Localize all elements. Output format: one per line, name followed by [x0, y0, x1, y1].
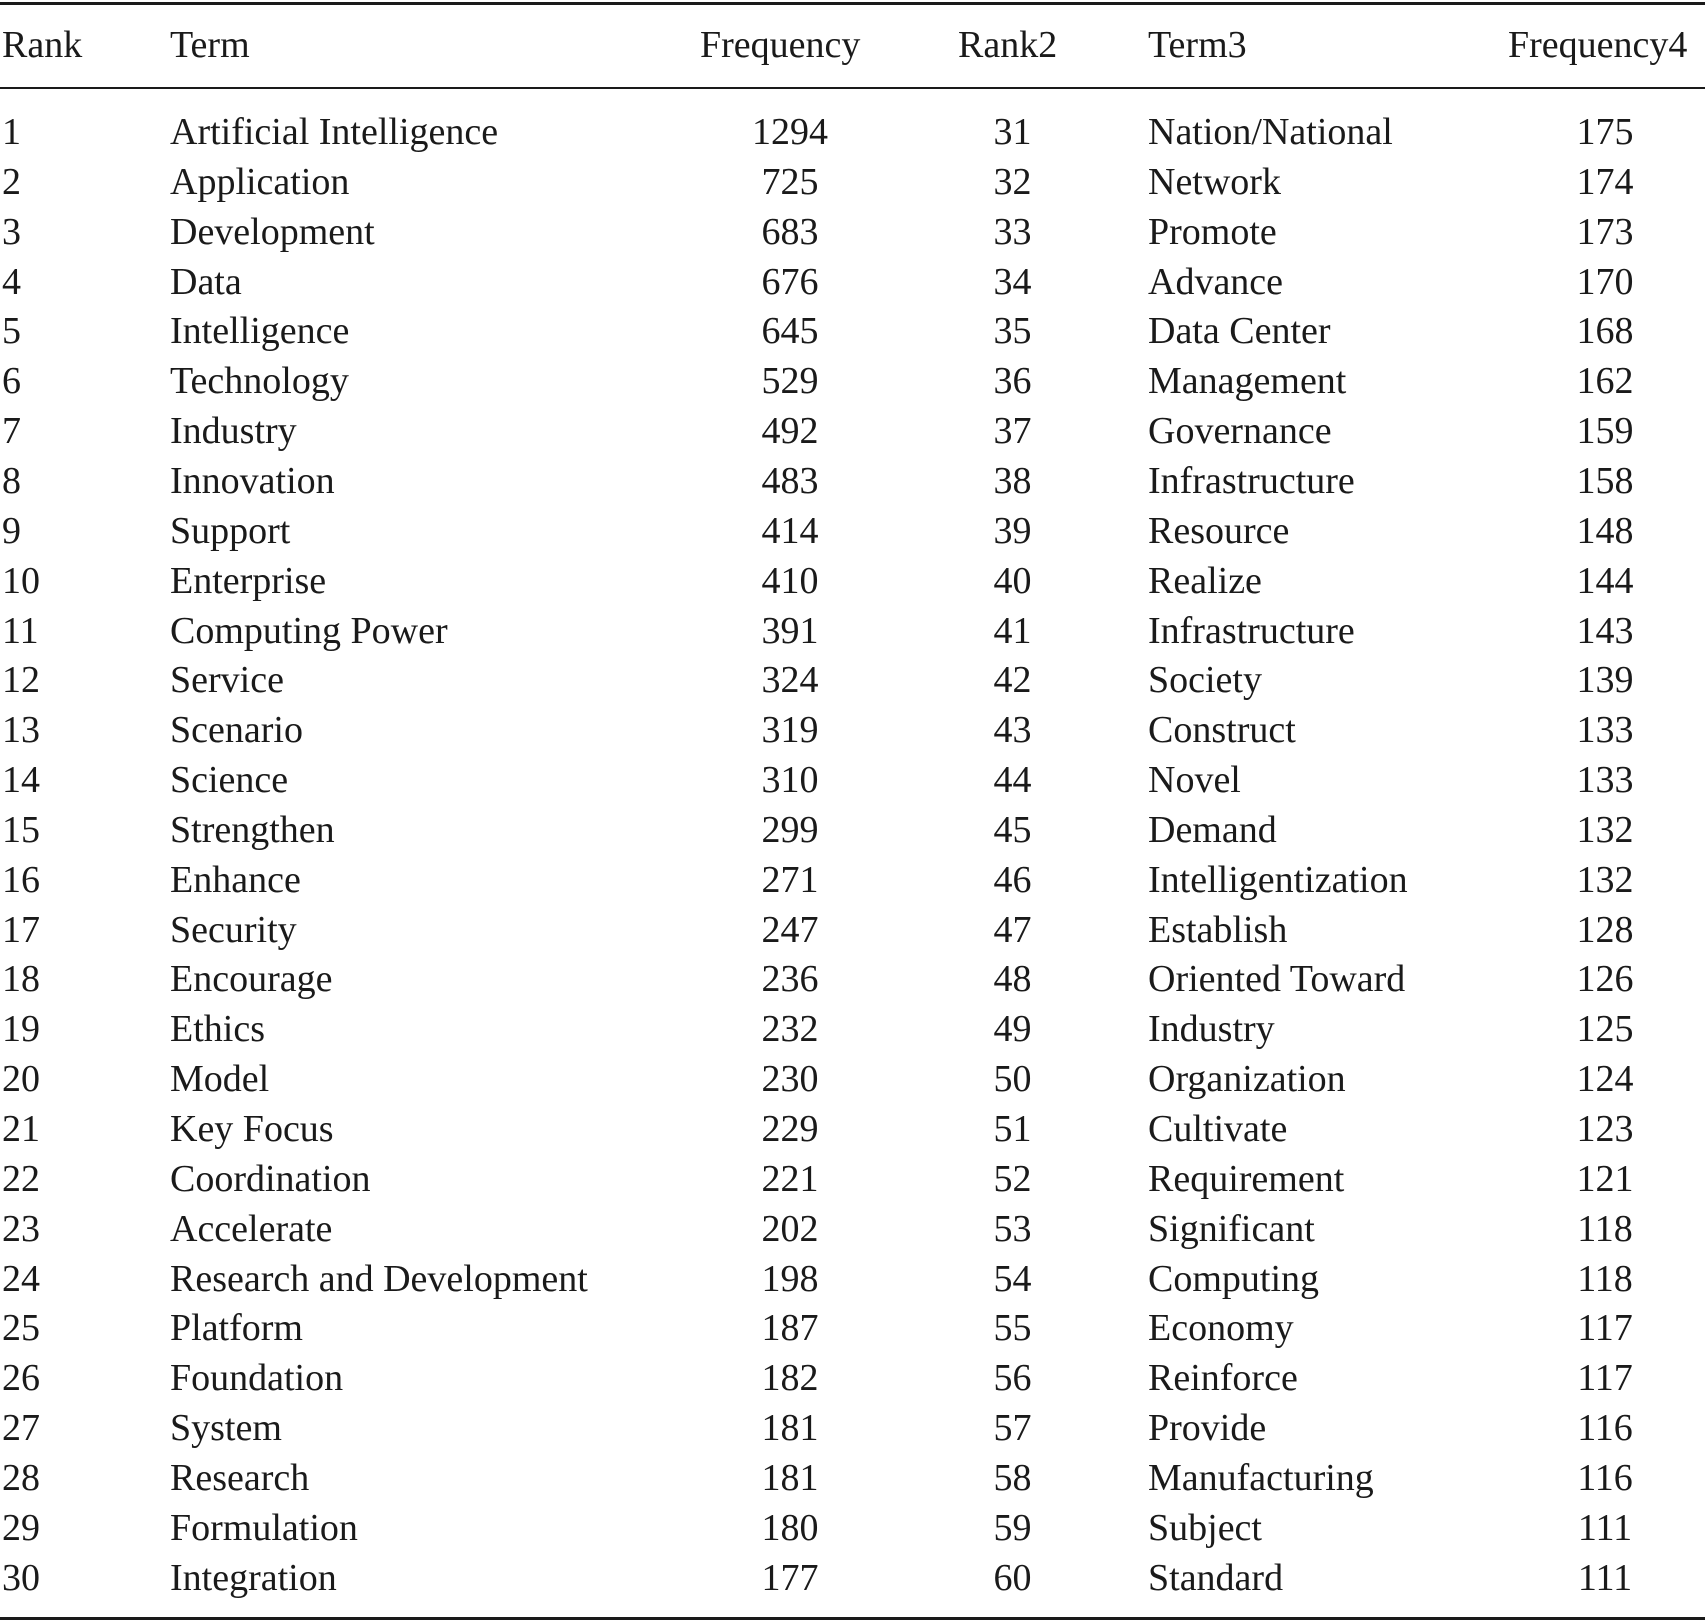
cell-frequency: 221	[761, 1157, 819, 1200]
cell-term3: Requirement	[1148, 1157, 1345, 1200]
cell-term3: Advance	[1148, 260, 1284, 303]
cell-frequency4: 111	[1577, 1556, 1633, 1599]
header-term3: Term3	[1148, 24, 1247, 66]
cell-rank: 24	[2, 1257, 40, 1300]
cell-term3: Computing	[1148, 1257, 1320, 1300]
cell-rank: 7	[2, 410, 21, 453]
cell-frequency4: 121	[1576, 1157, 1634, 1200]
cell-rank2: 39	[993, 509, 1032, 552]
cell-frequency4: 159	[1576, 410, 1634, 453]
cell-term3: Establish	[1148, 908, 1288, 951]
cell-term: Computing Power	[170, 609, 448, 652]
cell-frequency4: 133	[1576, 759, 1634, 802]
cell-rank2: 45	[993, 808, 1032, 851]
cell-term3: Demand	[1148, 808, 1277, 851]
table-row	[0, 705, 1705, 755]
cell-rank: 9	[2, 509, 21, 552]
cell-rank2: 53	[993, 1207, 1032, 1250]
cell-term: Coordination	[170, 1157, 371, 1200]
cell-term: Model	[170, 1058, 270, 1101]
cell-frequency: 271	[761, 858, 819, 901]
cell-rank: 30	[2, 1556, 40, 1599]
cell-rank: 5	[2, 310, 21, 353]
cell-frequency4: 132	[1576, 808, 1634, 851]
cell-term: Intelligence	[170, 310, 350, 353]
cell-frequency: 725	[761, 160, 819, 203]
cell-frequency4: 111	[1577, 1506, 1633, 1549]
header-frequency4: Frequency4	[1508, 24, 1688, 66]
cell-frequency4: 168	[1576, 310, 1634, 353]
cell-term3: Network	[1148, 160, 1281, 203]
cell-frequency4: 170	[1576, 260, 1634, 303]
cell-term: Development	[170, 210, 375, 253]
table-row	[0, 1204, 1705, 1254]
table-header-rule	[0, 87, 1705, 89]
cell-rank2: 50	[993, 1058, 1032, 1101]
cell-term: Science	[170, 759, 289, 802]
cell-term: Key Focus	[170, 1108, 334, 1150]
cell-rank2: 32	[993, 160, 1032, 203]
table-row	[0, 506, 1705, 556]
cell-rank: 10	[2, 559, 40, 602]
cell-term: Security	[170, 908, 297, 951]
cell-rank: 29	[2, 1506, 40, 1549]
cell-term3: Infrastructure	[1148, 609, 1355, 652]
cell-term3: Provide	[1148, 1407, 1267, 1450]
cell-frequency: 180	[761, 1506, 819, 1549]
cell-rank2: 37	[993, 410, 1032, 453]
cell-rank: 20	[2, 1058, 40, 1101]
cell-frequency4: 116	[1577, 1407, 1633, 1450]
cell-term3: Standard	[1148, 1556, 1284, 1599]
cell-frequency4: 128	[1576, 908, 1634, 951]
cell-rank2: 48	[993, 958, 1032, 1001]
cell-rank: 11	[2, 609, 39, 652]
cell-term3: Novel	[1148, 759, 1241, 802]
cell-term3: Subject	[1148, 1506, 1262, 1549]
cell-rank: 18	[2, 958, 40, 1001]
header-rank2: Rank2	[958, 24, 1058, 66]
header-rank: Rank	[2, 24, 83, 66]
cell-rank: 27	[2, 1407, 40, 1450]
cell-rank: 14	[2, 759, 40, 802]
table-row	[0, 356, 1705, 406]
cell-rank2: 60	[993, 1556, 1032, 1599]
cell-frequency: 410	[761, 559, 819, 602]
cell-term: Scenario	[170, 709, 303, 752]
cell-rank2: 55	[993, 1307, 1032, 1350]
cell-rank2: 57	[993, 1407, 1032, 1450]
cell-frequency: 229	[761, 1108, 819, 1150]
cell-rank: 12	[2, 659, 40, 702]
cell-frequency4: 158	[1576, 459, 1634, 502]
cell-term3: Nation/National	[1148, 111, 1393, 153]
cell-frequency: 492	[761, 410, 819, 453]
cell-frequency4: 175	[1576, 111, 1634, 153]
table-row	[0, 1104, 1705, 1154]
cell-term3: Reinforce	[1148, 1357, 1298, 1400]
cell-frequency: 676	[761, 260, 819, 303]
cell-frequency: 230	[761, 1058, 819, 1101]
cell-term: Technology	[170, 360, 349, 403]
cell-term3: Resource	[1148, 509, 1290, 552]
cell-term: Service	[170, 659, 284, 702]
table-row	[0, 456, 1705, 506]
table-row	[0, 257, 1705, 307]
table-row	[0, 107, 1705, 157]
cell-term: Foundation	[170, 1357, 344, 1400]
cell-rank2: 34	[993, 260, 1032, 303]
cell-term: Support	[170, 509, 291, 552]
cell-rank2: 56	[993, 1357, 1032, 1400]
cell-term: System	[170, 1407, 282, 1450]
cell-term: Enterprise	[170, 559, 327, 602]
cell-frequency: 177	[761, 1556, 819, 1599]
cell-frequency4: 133	[1576, 709, 1634, 752]
cell-term3: Realize	[1148, 559, 1262, 602]
cell-rank2: 52	[993, 1157, 1032, 1200]
table-row	[0, 306, 1705, 356]
cell-term: Enhance	[170, 858, 301, 901]
table-row	[0, 905, 1705, 955]
table-row	[0, 1004, 1705, 1054]
cell-frequency: 391	[761, 609, 819, 652]
cell-term: Data	[170, 260, 242, 303]
cell-rank2: 46	[993, 858, 1032, 901]
cell-rank2: 35	[993, 310, 1032, 353]
cell-rank2: 54	[993, 1257, 1032, 1300]
cell-frequency: 236	[761, 958, 819, 1001]
cell-term: Application	[170, 160, 350, 203]
cell-rank: 1	[2, 111, 21, 153]
cell-rank2: 51	[993, 1108, 1032, 1150]
cell-frequency: 247	[761, 908, 819, 951]
cell-frequency4: 174	[1576, 160, 1634, 203]
cell-rank2: 31	[993, 111, 1032, 153]
cell-term: Innovation	[170, 459, 335, 502]
table-header-row	[0, 20, 1705, 80]
cell-rank: 26	[2, 1357, 40, 1400]
table-row	[0, 157, 1705, 207]
cell-rank2: 41	[993, 609, 1032, 652]
cell-rank: 2	[2, 160, 21, 203]
cell-term3: Cultivate	[1148, 1108, 1288, 1150]
cell-term: Formulation	[170, 1506, 358, 1549]
cell-frequency: 324	[761, 659, 819, 702]
cell-rank: 17	[2, 908, 40, 951]
cell-frequency4: 144	[1576, 559, 1634, 602]
cell-frequency4: 117	[1577, 1307, 1633, 1350]
cell-rank: 23	[2, 1207, 40, 1250]
cell-rank: 4	[2, 260, 21, 303]
cell-frequency: 187	[761, 1307, 819, 1350]
table-row	[0, 556, 1705, 606]
cell-rank2: 38	[993, 459, 1032, 502]
table-row	[0, 1503, 1705, 1553]
cell-rank2: 59	[993, 1506, 1032, 1549]
table-row	[0, 1403, 1705, 1453]
cell-rank: 13	[2, 709, 40, 752]
cell-term3: Management	[1148, 360, 1347, 403]
cell-rank: 22	[2, 1157, 40, 1200]
cell-frequency4: 125	[1576, 1008, 1634, 1051]
cell-term: Artificial Intelligence	[170, 111, 499, 153]
cell-rank: 16	[2, 858, 40, 901]
cell-rank2: 43	[993, 709, 1032, 752]
table-row	[0, 1254, 1705, 1304]
cell-rank2: 42	[993, 659, 1032, 702]
cell-term3: Society	[1148, 659, 1262, 702]
cell-term: Integration	[170, 1556, 337, 1599]
cell-frequency: 198	[761, 1257, 819, 1300]
cell-rank2: 33	[993, 210, 1032, 253]
cell-term3: Intelligentization	[1148, 858, 1408, 901]
cell-rank: 8	[2, 459, 21, 502]
cell-frequency4: 162	[1576, 360, 1634, 403]
cell-term3: Manufacturing	[1148, 1456, 1374, 1499]
cell-rank2: 36	[993, 360, 1032, 403]
cell-term: Research and Development	[170, 1257, 588, 1300]
cell-rank: 3	[2, 210, 21, 253]
cell-frequency: 414	[761, 509, 819, 552]
cell-term3: Oriented Toward	[1148, 958, 1406, 1001]
table-row	[0, 805, 1705, 855]
cell-rank2: 49	[993, 1008, 1032, 1051]
cell-frequency4: 143	[1576, 609, 1634, 652]
cell-rank: 15	[2, 808, 40, 851]
cell-term3: Promote	[1148, 210, 1277, 253]
cell-frequency: 232	[761, 1008, 819, 1051]
header-term: Term	[170, 24, 250, 66]
table-row	[0, 1453, 1705, 1503]
cell-frequency: 202	[761, 1207, 819, 1250]
cell-frequency4: 118	[1577, 1257, 1633, 1300]
header-frequency: Frequency	[700, 24, 861, 66]
cell-term3: Infrastructure	[1148, 459, 1355, 502]
cell-frequency4: 173	[1576, 210, 1634, 253]
table-row	[0, 855, 1705, 905]
cell-frequency4: 123	[1576, 1108, 1634, 1150]
cell-frequency4: 124	[1576, 1058, 1634, 1101]
cell-frequency: 319	[761, 709, 819, 752]
cell-rank: 21	[2, 1108, 40, 1150]
cell-frequency: 529	[761, 360, 819, 403]
cell-term3: Data Center	[1148, 310, 1331, 353]
cell-rank: 28	[2, 1456, 40, 1499]
table-row	[0, 1303, 1705, 1353]
cell-frequency: 310	[761, 759, 819, 802]
cell-term: Platform	[170, 1307, 303, 1350]
cell-term3: Organization	[1148, 1058, 1346, 1101]
cell-term: Strengthen	[170, 808, 335, 851]
table-row	[0, 655, 1705, 705]
cell-frequency4: 148	[1576, 509, 1634, 552]
table-row	[0, 755, 1705, 805]
cell-rank2: 58	[993, 1456, 1032, 1499]
cell-frequency: 683	[761, 210, 819, 253]
cell-rank: 6	[2, 360, 21, 403]
cell-rank: 19	[2, 1008, 40, 1051]
table-row	[0, 406, 1705, 456]
cell-frequency4: 132	[1576, 858, 1634, 901]
cell-frequency: 1294	[752, 111, 828, 153]
cell-frequency: 483	[761, 459, 819, 502]
table-row	[0, 207, 1705, 257]
cell-frequency4: 117	[1577, 1357, 1633, 1400]
cell-frequency4: 118	[1577, 1207, 1633, 1250]
table-row	[0, 954, 1705, 1004]
cell-frequency: 182	[761, 1357, 819, 1400]
table-row	[0, 1353, 1705, 1403]
cell-frequency4: 139	[1576, 659, 1634, 702]
cell-rank2: 40	[993, 559, 1032, 602]
cell-frequency: 645	[761, 310, 819, 353]
cell-term3: Industry	[1148, 1008, 1275, 1051]
cell-term: Accelerate	[170, 1207, 333, 1250]
cell-term: Industry	[170, 410, 297, 453]
table-row	[0, 1154, 1705, 1204]
table-top-rule	[0, 2, 1705, 5]
cell-term: Encourage	[170, 958, 333, 1001]
cell-term: Ethics	[170, 1008, 265, 1051]
cell-frequency4: 116	[1577, 1456, 1633, 1499]
cell-frequency4: 126	[1576, 958, 1634, 1001]
cell-frequency: 181	[761, 1407, 819, 1450]
cell-term3: Governance	[1148, 410, 1332, 453]
cell-frequency: 299	[761, 808, 819, 851]
cell-frequency: 181	[761, 1456, 819, 1499]
cell-rank2: 47	[993, 908, 1032, 951]
cell-term3: Economy	[1148, 1307, 1294, 1350]
cell-rank: 25	[2, 1307, 40, 1350]
table-row	[0, 1553, 1705, 1603]
table-row	[0, 606, 1705, 656]
cell-term3: Significant	[1148, 1207, 1315, 1250]
cell-term3: Construct	[1148, 709, 1296, 752]
table-row	[0, 1054, 1705, 1104]
cell-term: Research	[170, 1456, 310, 1499]
table-bottom-rule	[0, 1617, 1705, 1620]
cell-rank2: 44	[993, 759, 1032, 802]
